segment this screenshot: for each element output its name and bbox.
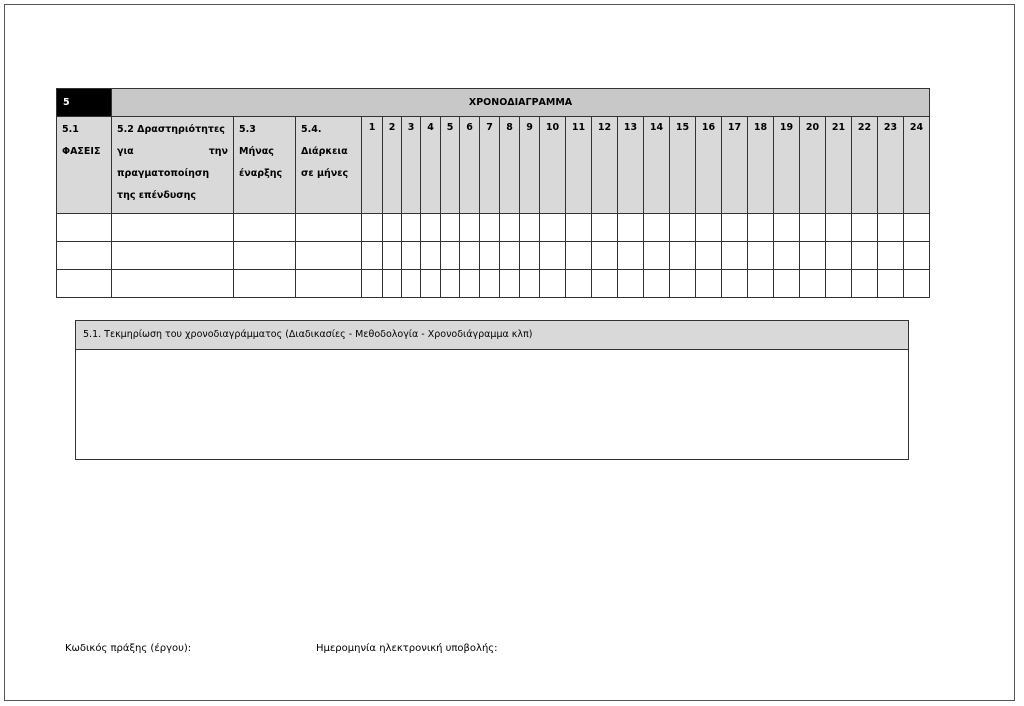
month-cell[interactable] xyxy=(592,242,618,270)
month-header: 5 xyxy=(441,117,460,214)
month-cell[interactable] xyxy=(826,214,852,242)
month-header: 9 xyxy=(520,117,540,214)
month-cell[interactable] xyxy=(904,214,930,242)
month-cell[interactable] xyxy=(878,214,904,242)
month-cell[interactable] xyxy=(722,214,748,242)
month-header: 24 xyxy=(904,117,930,214)
month-cell[interactable] xyxy=(500,242,520,270)
table-row xyxy=(57,242,930,270)
month-cell[interactable] xyxy=(566,214,592,242)
duration-header: 5.4. Διάρκεια σε μήνες xyxy=(296,117,362,214)
month-cell[interactable] xyxy=(852,270,878,298)
month-cell[interactable] xyxy=(402,214,421,242)
month-cell[interactable] xyxy=(878,270,904,298)
submission-date-label: Ημερομηνία ηλεκτρονική υποβολής: xyxy=(316,643,498,654)
month-header: 13 xyxy=(618,117,644,214)
month-cell[interactable] xyxy=(592,270,618,298)
project-code-label: Κωδικός πράξης (έργου): xyxy=(65,643,192,654)
month-header: 15 xyxy=(670,117,696,214)
documentation-text-area[interactable] xyxy=(76,350,908,460)
duration-cell[interactable] xyxy=(296,214,362,242)
documentation-header: 5.1. Τεκμηρίωση του χρονοδιαγράμματος (Διαδικασίες - Μεθοδολογία - Χρονοδιάγραμμα κλπ) xyxy=(76,321,908,350)
month-cell[interactable] xyxy=(520,242,540,270)
month-cell[interactable] xyxy=(774,242,800,270)
month-cell[interactable] xyxy=(748,214,774,242)
month-header: 8 xyxy=(500,117,520,214)
start-month-header: 5.3 Μήνας έναρξης xyxy=(234,117,296,214)
activity-cell[interactable] xyxy=(112,242,234,270)
month-cell[interactable] xyxy=(592,214,618,242)
phase-cell[interactable] xyxy=(57,270,112,298)
month-header: 17 xyxy=(722,117,748,214)
month-cell[interactable] xyxy=(540,242,566,270)
start-month-cell[interactable] xyxy=(234,270,296,298)
month-cell[interactable] xyxy=(852,242,878,270)
month-cell[interactable] xyxy=(500,214,520,242)
month-header: 10 xyxy=(540,117,566,214)
month-header: 23 xyxy=(878,117,904,214)
month-cell[interactable] xyxy=(670,242,696,270)
month-header: 18 xyxy=(748,117,774,214)
month-cell[interactable] xyxy=(748,270,774,298)
month-cell[interactable] xyxy=(696,270,722,298)
phases-header: 5.1 ΦΑΣΕΙΣ xyxy=(57,117,112,214)
month-header: 4 xyxy=(421,117,441,214)
month-cell[interactable] xyxy=(500,270,520,298)
month-cell[interactable] xyxy=(362,270,383,298)
month-cell[interactable] xyxy=(402,242,421,270)
month-header: 3 xyxy=(402,117,421,214)
month-cell[interactable] xyxy=(696,214,722,242)
month-cell[interactable] xyxy=(460,214,480,242)
month-header: 22 xyxy=(852,117,878,214)
month-cell[interactable] xyxy=(826,242,852,270)
month-cell[interactable] xyxy=(460,270,480,298)
month-cell[interactable] xyxy=(421,214,441,242)
month-header: 21 xyxy=(826,117,852,214)
month-cell[interactable] xyxy=(362,242,383,270)
month-cell[interactable] xyxy=(722,242,748,270)
month-cell[interactable] xyxy=(402,270,421,298)
month-cell[interactable] xyxy=(852,214,878,242)
month-cell[interactable] xyxy=(878,242,904,270)
month-cell[interactable] xyxy=(540,214,566,242)
section-title: ΧΡΟΝΟΔΙΑΓΡΑΜΜΑ xyxy=(112,89,930,117)
duration-cell[interactable] xyxy=(296,242,362,270)
month-header: 12 xyxy=(592,117,618,214)
month-cell[interactable] xyxy=(696,242,722,270)
month-cell[interactable] xyxy=(480,242,500,270)
column-header-row xyxy=(57,117,930,214)
month-cell[interactable] xyxy=(644,242,670,270)
month-cell[interactable] xyxy=(904,270,930,298)
month-header: 1 xyxy=(362,117,383,214)
month-cell[interactable] xyxy=(421,270,441,298)
month-cell[interactable] xyxy=(441,270,460,298)
phase-cell[interactable] xyxy=(57,214,112,242)
month-cell[interactable] xyxy=(774,270,800,298)
month-cell[interactable] xyxy=(520,214,540,242)
month-header: 19 xyxy=(774,117,800,214)
month-cell[interactable] xyxy=(618,214,644,242)
activity-cell[interactable] xyxy=(112,214,234,242)
duration-cell[interactable] xyxy=(296,270,362,298)
month-cell[interactable] xyxy=(670,214,696,242)
month-cell[interactable] xyxy=(362,214,383,242)
month-cell[interactable] xyxy=(566,242,592,270)
month-cell[interactable] xyxy=(644,214,670,242)
month-cell[interactable] xyxy=(383,270,402,298)
month-cell[interactable] xyxy=(441,242,460,270)
schedule-table xyxy=(56,88,930,298)
month-cell[interactable] xyxy=(618,270,644,298)
table-row xyxy=(57,270,930,298)
month-header: 16 xyxy=(696,117,722,214)
month-cell[interactable] xyxy=(800,270,826,298)
month-cell[interactable] xyxy=(800,242,826,270)
month-cell[interactable] xyxy=(480,214,500,242)
month-cell[interactable] xyxy=(421,242,441,270)
month-header: 20 xyxy=(800,117,826,214)
month-header: 11 xyxy=(566,117,592,214)
month-cell[interactable] xyxy=(774,214,800,242)
month-cell[interactable] xyxy=(618,242,644,270)
documentation-box xyxy=(75,320,909,460)
start-month-cell[interactable] xyxy=(234,242,296,270)
month-cell[interactable] xyxy=(748,242,774,270)
month-header: 6 xyxy=(460,117,480,214)
month-cell[interactable] xyxy=(540,270,566,298)
month-cell[interactable] xyxy=(480,270,500,298)
month-cell[interactable] xyxy=(904,242,930,270)
month-cell[interactable] xyxy=(800,214,826,242)
month-cell[interactable] xyxy=(644,270,670,298)
month-cell[interactable] xyxy=(520,270,540,298)
month-cell[interactable] xyxy=(441,214,460,242)
table-row xyxy=(57,214,930,242)
month-cell[interactable] xyxy=(566,270,592,298)
month-header: 2 xyxy=(383,117,402,214)
phase-cell[interactable] xyxy=(57,242,112,270)
month-header: 7 xyxy=(480,117,500,214)
month-header: 14 xyxy=(644,117,670,214)
activities-header: 5.2 Δραστηριότητες για την πραγματοποίηση της επένδυσης xyxy=(112,117,234,214)
month-cell[interactable] xyxy=(826,270,852,298)
month-cell[interactable] xyxy=(383,214,402,242)
month-cell[interactable] xyxy=(460,242,480,270)
section-number: 5 xyxy=(57,89,112,117)
start-month-cell[interactable] xyxy=(234,214,296,242)
activity-cell[interactable] xyxy=(112,270,234,298)
month-cell[interactable] xyxy=(722,270,748,298)
month-cell[interactable] xyxy=(670,270,696,298)
month-cell[interactable] xyxy=(383,242,402,270)
